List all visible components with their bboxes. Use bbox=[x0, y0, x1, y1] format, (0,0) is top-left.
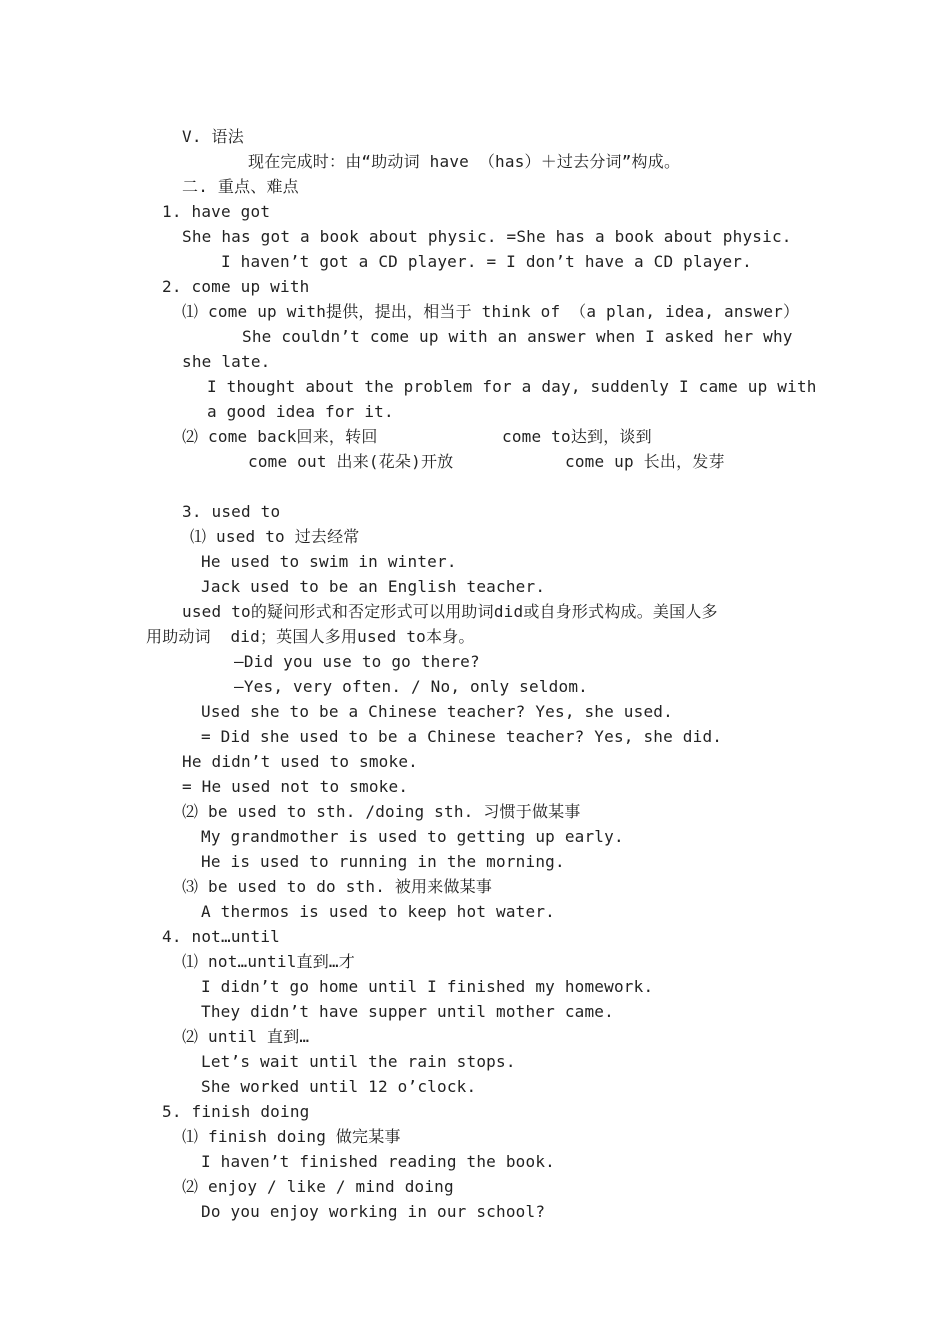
example-line: she late. bbox=[182, 352, 271, 371]
item-heading-come-up-with: 2. come up with bbox=[162, 277, 310, 296]
explanation-line: used to的疑问形式和否定形式可以用助词did或自身形式构成。美国人多 bbox=[182, 602, 718, 621]
example-line: They didn’t have supper until mother came. bbox=[201, 1002, 614, 1021]
example-line: a good idea for it. bbox=[207, 402, 394, 421]
example-line: I haven’t finished reading the book. bbox=[201, 1152, 555, 1171]
sub-item-heading: ⑵ be used to sth. /doing sth. 习惯于做某事 bbox=[182, 802, 581, 821]
example-line: He used to swim in winter. bbox=[201, 552, 457, 571]
example-line: Do you enjoy working in our school? bbox=[201, 1202, 546, 1221]
example-line: She couldn’t come up with an answer when I asked her why bbox=[242, 327, 793, 346]
example-line: He didn’t used to smoke. bbox=[182, 752, 418, 771]
item-heading-have-got: 1. have got bbox=[162, 202, 271, 221]
example-line: He is used to running in the morning. bbox=[201, 852, 565, 871]
item-heading-not-until: 4. not…until bbox=[162, 927, 280, 946]
example-line: Let’s wait until the rain stops. bbox=[201, 1052, 516, 1071]
sub-item-heading: ⑴ come up with提供，提出，相当于 think of （a plan, idea, answer） bbox=[182, 302, 800, 321]
section-heading-grammar: V. 语法 bbox=[182, 127, 244, 146]
example-line: = He used not to smoke. bbox=[182, 777, 409, 796]
example-line: I haven’t got a CD player. = I don’t have a CD player. bbox=[221, 252, 752, 271]
phrase-gloss: come out 出来(花朵)开放 bbox=[248, 452, 454, 471]
example-line: I thought about the problem for a day, suddenly I came up with bbox=[207, 377, 817, 396]
example-line: She has got a book about physic. =She has a book about physic. bbox=[182, 227, 792, 246]
example-line: = Did she used to be a Chinese teacher? Yes, she did. bbox=[201, 727, 723, 746]
example-line: I didn’t go home until I finished my homework. bbox=[201, 977, 654, 996]
explanation-line: 用助动词 did；英国人多用used to本身。 bbox=[146, 627, 475, 646]
example-line: She worked until 12 o’clock. bbox=[201, 1077, 477, 1096]
example-line: A thermos is used to keep hot water. bbox=[201, 902, 555, 921]
sub-item-heading: ⑵ come back回来，转回 bbox=[182, 427, 378, 446]
example-line: –Yes, very often. / No, only seldom. bbox=[234, 677, 588, 696]
phrase-gloss: come to达到，谈到 bbox=[502, 427, 652, 446]
sub-item-heading: ⑴ finish doing 做完某事 bbox=[182, 1127, 401, 1146]
item-heading-finish-doing: 5. finish doing bbox=[162, 1102, 310, 1121]
example-line: My grandmother is used to getting up early. bbox=[201, 827, 624, 846]
phrase-gloss: come up 长出，发芽 bbox=[565, 452, 725, 471]
example-line: Used she to be a Chinese teacher? Yes, she used. bbox=[201, 702, 673, 721]
example-line: –Did you use to go there? bbox=[234, 652, 480, 671]
example-line: Jack used to be an English teacher. bbox=[201, 577, 546, 596]
sub-item-heading: ⑵ enjoy / like / mind doing bbox=[182, 1177, 454, 1196]
sub-item-heading: ⑴ used to 过去经常 bbox=[190, 527, 360, 546]
sub-item-heading: ⑵ until 直到… bbox=[182, 1027, 310, 1046]
grammar-definition: 现在完成时：由“助动词 have （has）＋过去分词”构成。 bbox=[248, 152, 681, 171]
item-heading-used-to: 3. used to bbox=[182, 502, 281, 521]
section-heading-key-points: 二. 重点、难点 bbox=[182, 177, 299, 196]
sub-item-heading: ⑶ be used to do sth. 被用来做某事 bbox=[182, 877, 493, 896]
sub-item-heading: ⑴ not…until直到…才 bbox=[182, 952, 355, 971]
